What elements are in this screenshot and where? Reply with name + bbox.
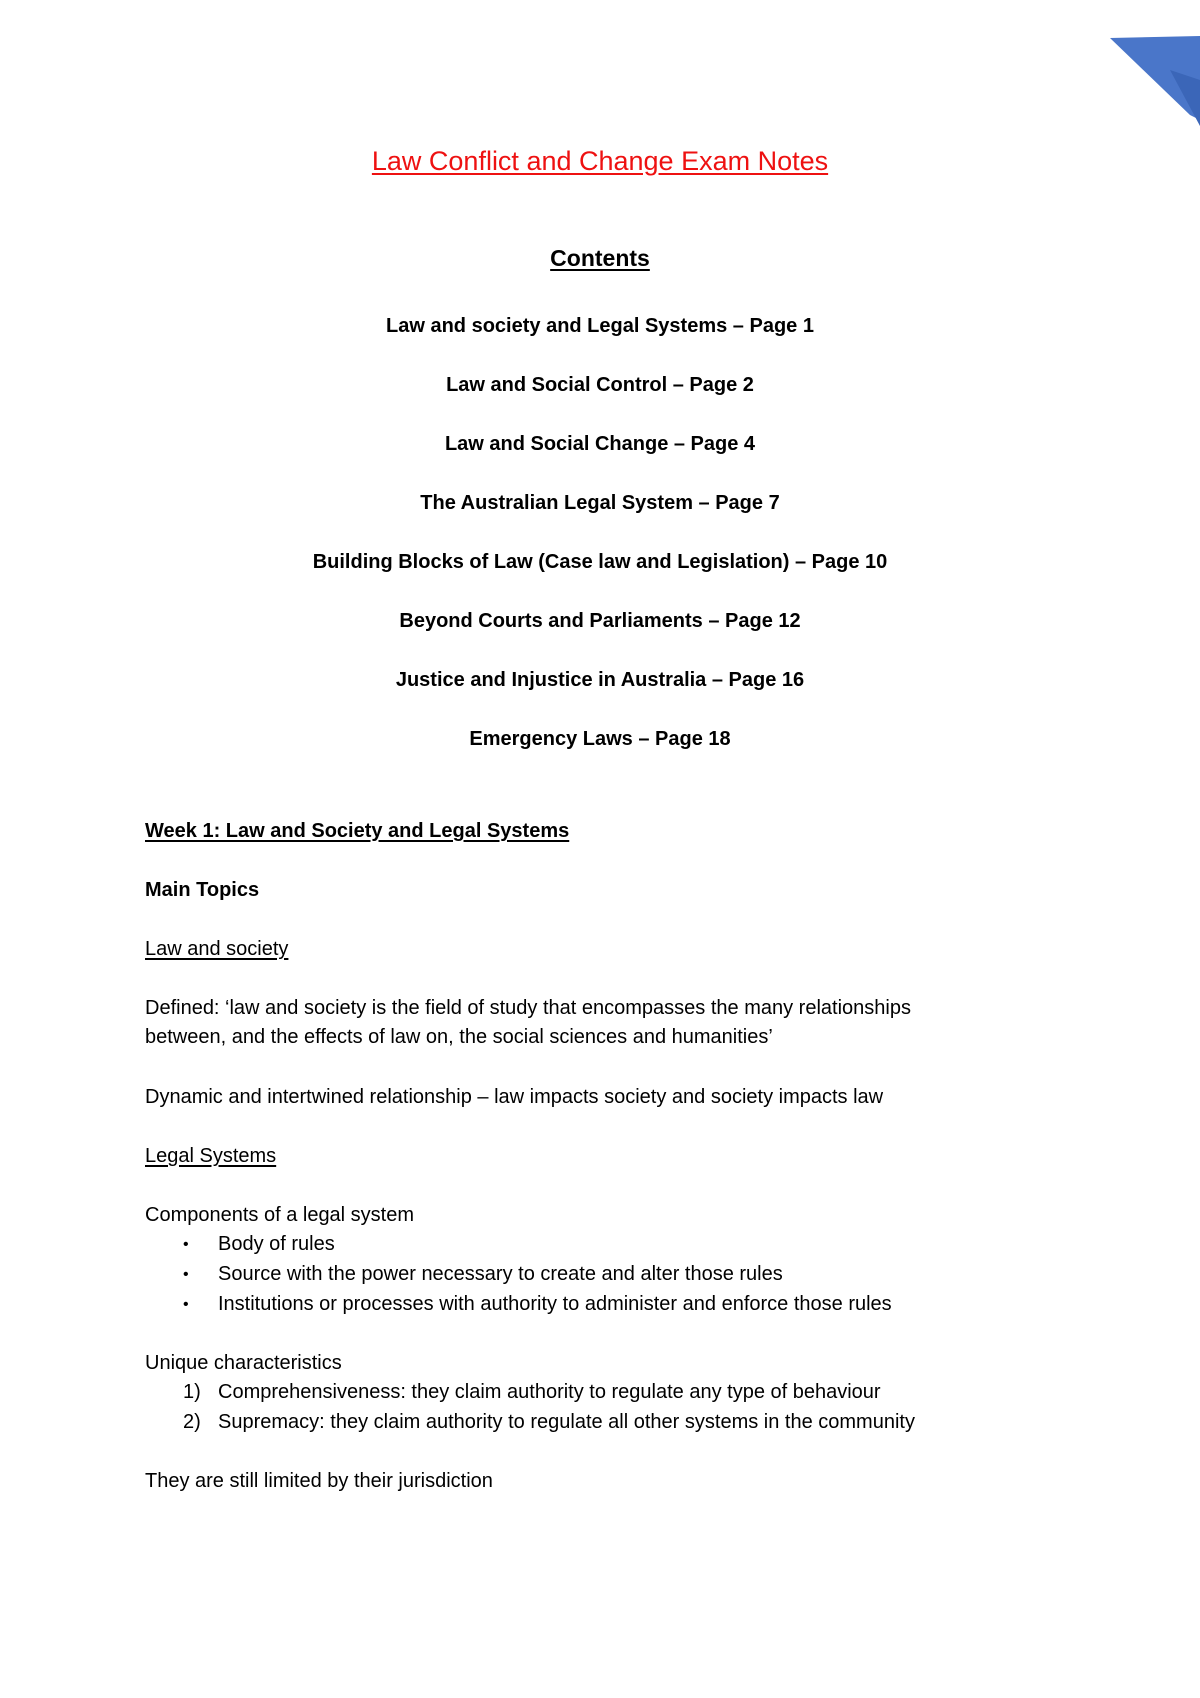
bullet-marker: • bbox=[183, 1296, 189, 1313]
main-topics-heading: Main Topics bbox=[145, 879, 260, 901]
document-title: Law Conflict and Change Exam Notes bbox=[371, 146, 829, 176]
list-item-text: Source with the power necessary to create and alter those rules bbox=[218, 1263, 783, 1285]
bullet-marker: • bbox=[183, 1266, 189, 1283]
toc-item: Law and Social Change – Page 4 bbox=[444, 433, 756, 455]
components-intro: Components of a legal system bbox=[145, 1204, 415, 1226]
week-heading: Week 1: Law and Society and Legal Systems bbox=[145, 820, 570, 842]
definition-line: Defined: ‘law and society is the field of study that encompasses the many relationships bbox=[145, 997, 911, 1019]
contents-heading: Contents bbox=[550, 245, 650, 271]
components-list bbox=[145, 1230, 892, 1320]
number-marker: 1) bbox=[183, 1381, 201, 1403]
toc-item: Law and society and Legal Systems – Page 1 bbox=[386, 315, 814, 337]
toc-item: Emergency Laws – Page 18 bbox=[469, 728, 731, 750]
list-item-text: Supremacy: they claim authority to regulate all other systems in the community bbox=[218, 1411, 915, 1433]
number-marker: 2) bbox=[183, 1411, 201, 1433]
list-item bbox=[145, 1230, 892, 1260]
toc-item: Beyond Courts and Parliaments – Page 12 bbox=[399, 610, 801, 632]
jurisdiction-paragraph: They are still limited by their jurisdiction bbox=[145, 1470, 493, 1492]
legal-systems-heading: Legal Systems bbox=[145, 1145, 277, 1167]
list-item-text: Institutions or processes with authority to administer and enforce those rules bbox=[218, 1293, 892, 1315]
definition-paragraph bbox=[145, 994, 1065, 1052]
toc-item: The Australian Legal System – Page 7 bbox=[420, 492, 780, 514]
list-item-text: Body of rules bbox=[218, 1233, 335, 1255]
list-item bbox=[145, 1378, 915, 1408]
list-item-text: Comprehensiveness: they claim authority to regulate any type of behaviour bbox=[218, 1381, 881, 1403]
toc-item: Justice and Injustice in Australia – Page 16 bbox=[395, 669, 805, 691]
unique-characteristics-list bbox=[145, 1378, 915, 1438]
dynamic-paragraph: Dynamic and intertwined relationship – law impacts society and society impacts law bbox=[145, 1086, 884, 1108]
law-and-society-heading: Law and society bbox=[145, 938, 289, 960]
unique-intro: Unique characteristics bbox=[145, 1352, 342, 1374]
toc-item: Building Blocks of Law (Case law and Legislation) – Page 10 bbox=[312, 551, 888, 573]
list-item bbox=[145, 1290, 892, 1320]
table-of-contents bbox=[0, 314, 1200, 786]
list-item bbox=[145, 1260, 892, 1290]
list-item bbox=[145, 1408, 915, 1438]
toc-item: Law and Social Control – Page 2 bbox=[446, 374, 754, 396]
bullet-marker: • bbox=[183, 1236, 189, 1253]
definition-line: between, and the effects of law on, the social sciences and humanities’ bbox=[145, 1026, 773, 1048]
